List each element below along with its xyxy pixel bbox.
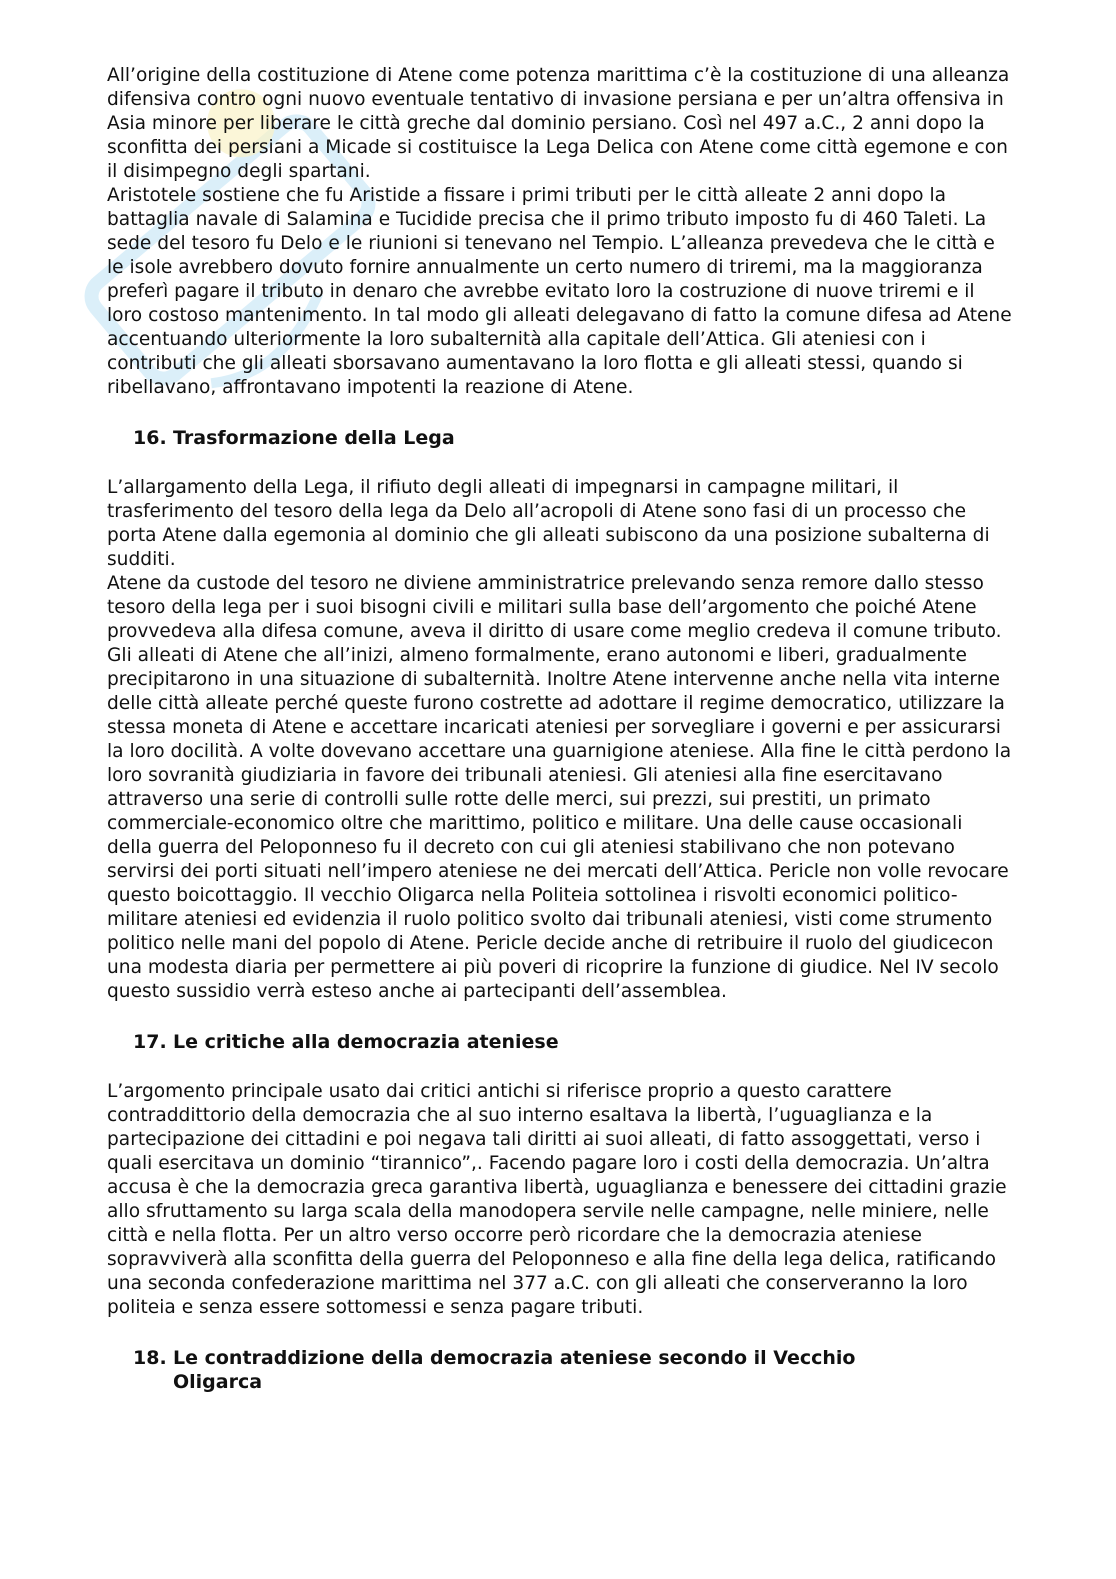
section-number: 16. (133, 427, 167, 449)
heading-section-17 (107, 1030, 1012, 1054)
section-number: 17. (133, 1031, 167, 1053)
paragraph-critiche-democrazia: L’argomento principale usato dai critici antichi si riferisce proprio a questo carattere contraddittorio della democrazia che al suo interno esaltava la libertà, l’uguaglianza e la partecipazione dei cittadini e poi negava tali diritti ai suoi alleati, di fatto assoggettati, verso i quali esercitava un dominio “tirannico”,. Facendo pagare loro i costi della democrazia. Un’altra accusa è che la democrazia greca garantiva libertà, uguaglianza e benessere dei cittadini grazie allo sfruttamento su larga scala della manodopera servile nelle campagne, nelle miniere, nelle città e nella flotta. Per un altro verso occorre però ricordare che la democrazia ateniese sopravviverà alla sconfitta della guerra del Peloponneso e alla fine della lega delica, ratificando una seconda confederazione marittima nel 377 a.C. con gli alleati che conserveranno la loro politeia e senza essere sottomessi e senza pagare tributi. (107, 1081, 1007, 1318)
section-title: Trasformazione della Lega (173, 427, 455, 449)
heading-section-18 (107, 1346, 1012, 1394)
section-number: 18. (133, 1347, 167, 1369)
section-title: Le contraddizione della democrazia ateniese secondo il Vecchio Oligarca (173, 1347, 856, 1393)
paragraph-lega-delica: All’origine della costituzione di Atene come potenza marittima c’è la costituzione di una alleanza difensiva contro ogni nuovo eventuale tentativo di invasione persiana e per un’altra offensiva in Asia minore per liberare le città greche dal dominio persiano. Così nel 497 a.C., 2 anni dopo la sconfitta dei persiani a Micade si costituisce la Lega Delica con Atene come città egemone e con il disimpegno degli spartani. Aristotele sostiene che fu Aristide a fissare i primi tributi per le città alleate 2 anni dopo la battaglia navale di Salamina e Tucidide precisa che il primo tributo imposto fu di 460 Taleti. La sede del tesoro fu Delo e le riunioni si tenevano nel Tempio. L’alleanza prevedeva che le città e le isole avrebbero dovuto fornire annualmente un certo numero di triremi, ma la maggioranza preferì pagare il tributo in denaro che avrebbe evitato loro la costruzione di nuove triremi e il loro costoso mantenimento. In tal modo gli alleati delegavano di fatto la comune difesa ad Atene accentuando ulteriormente la loro subalternità alla capitale dell’Attica. Gli ateniesi con i contributi che gli alleati sborsavano aumentavano la loro flotta e gli alleati stessi, quando si ribellavano, affrontavano impotenti la reazione di Atene. (107, 65, 1012, 398)
section-title: Le critiche alla democrazia ateniese (173, 1031, 559, 1053)
heading-section-16 (107, 426, 1012, 450)
document-page (107, 64, 1012, 1420)
paragraph-trasformazione-lega: L’allargamento della Lega, il rifiuto degli alleati di impegnarsi in campagne militari, il trasferimento del tesoro della lega da Delo all’acropoli di Atene sono fasi di un processo che porta Atene dalla egemonia al dominio che gli alleati subiscono da una posizione subalterna di sudditi. Atene da custode del tesoro ne diviene amministratrice prelevando senza remore dallo stesso tesoro della lega per i suoi bisogni civili e militari sulla base dell’argomento che poiché Atene provvedeva alla difesa comune, aveva il diritto di usare come meglio credeva il comune tributo. Gli alleati di Atene che all’inizi, almeno formalmente, erano autonomi e liberi, gradualmente precipitarono in una situazione di subalternità. Inoltre Atene intervenne anche nella vita interne delle città alleate perché queste furono costrette ad adottare il regime democratico, utilizzare la stessa moneta di Atene e accettare incaricati ateniesi per sorvegliare i governi e per assicurarsi la loro docilità. A volte dovevano accettare una guarnigione ateniese. Alla fine le città perdono la loro sovranità giudiziaria in favore dei tribunali ateniesi. Gli ateniesi alla fine esercitavano attraverso una serie di controlli sulle rotte delle merci, sui prezzi, sui prestiti, un primato commerciale-economico oltre che marittimo, politico e militare. Una delle cause occasionali della guerra del Peloponneso fu il decreto con cui gli ateniesi stabilivano che non potevano servirsi dei porti situati nell’impero ateniese ne dei mercati dell’Attica. Pericle non volle revocare questo boicottaggio. Il vecchio Oligarca nella Politeia sottolinea i risvolti economici politico-militare ateniesi ed evidenzia il ruolo politico svolto dai tribunali ateniesi, visti come strumento politico nelle mani del popolo di Atene. Pericle decide anche di retribuire il ruolo del giudicecon una modesta diaria per permettere ai più poveri di ricoprire la funzione di giudice. Nel IV secolo questo sussidio verrà esteso anche ai partecipanti dell’assemblea. (107, 477, 1012, 1002)
